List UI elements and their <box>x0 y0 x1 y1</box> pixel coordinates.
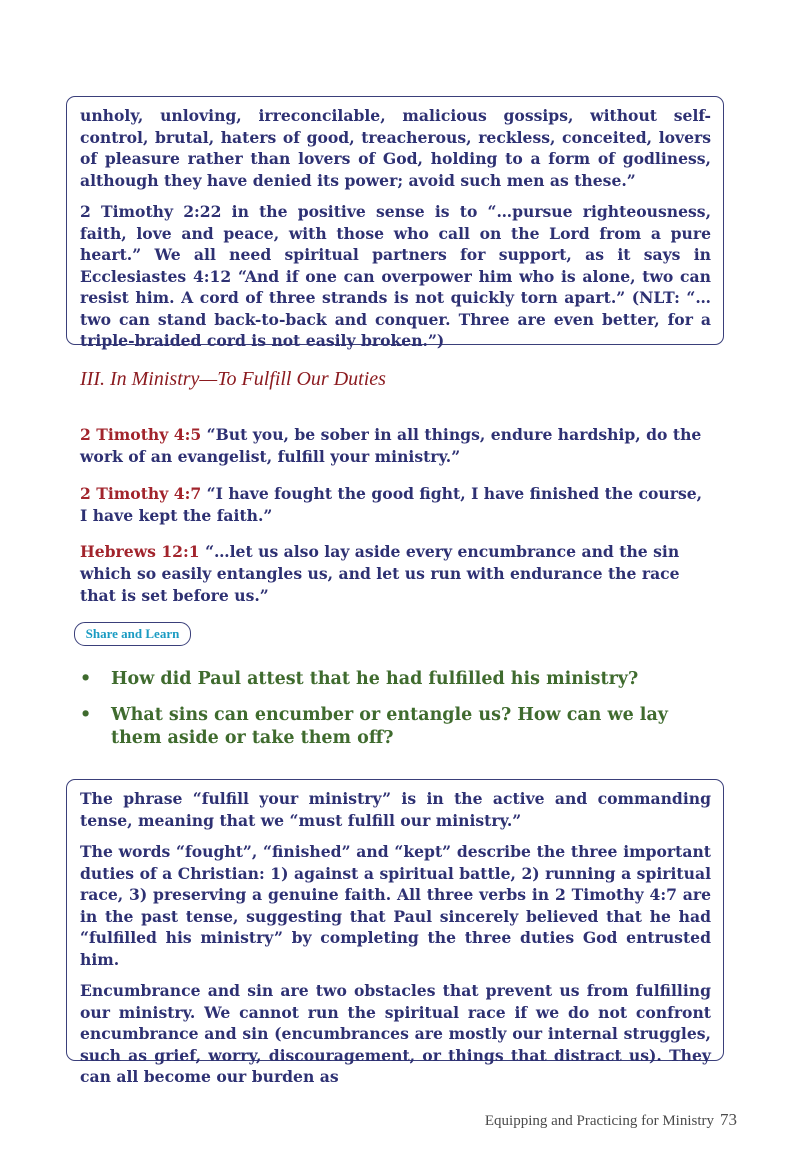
verse-reference: Hebrews 12:1 <box>80 542 200 561</box>
box-paragraph: unholy, unloving, irreconcilable, malicious gossips, without self-control, brutal, haters of good, treacherous, reckless, conceited, lovers of pleasure rather than lovers of God, holding to a form of godliness, although they have denied its power; avoid such men as these.” <box>80 106 711 190</box>
verse-text: “But you, be sober in all things, endure hardship, do the work of an evangelist, fulfill your ministry.” <box>80 425 702 466</box>
verse-paragraph <box>80 424 714 468</box>
verse-reference: 2 Timothy 4:5 <box>80 425 202 444</box>
verse-text: “…let us also lay aside every encumbrance and the sin which so easily entangles us, and let us run with endurance the race that is set before us.” <box>80 542 680 605</box>
verse-paragraph <box>80 541 714 607</box>
verse-paragraph <box>80 483 714 527</box>
share-and-learn-badge: Share and Learn <box>74 622 191 646</box>
discussion-questions <box>80 668 720 763</box>
commentary-box-bottom <box>66 779 724 1086</box>
section-heading: III. In Ministry—To Fulfill Our Duties <box>80 368 386 390</box>
page-number: 73 <box>720 1110 737 1129</box>
bullet-icon: • <box>80 669 92 689</box>
page-footer <box>485 1110 737 1130</box>
question-item <box>80 704 720 750</box>
box-paragraph: 2 Timothy 2:22 in the positive sense is to “…pursue righteousness, faith, love and peace, with those who call on the Lord from a pure heart.” We all need spiritual partners for support, as it says in Ecclesiastes 4:12 “And if one can overpower him who is alone, two can resist him. A cord of three strands is not quickly torn apart.” (NLT: “…two can stand back-to-back and conquer. Three are even better, for a triple-braided cord is not easily broken.”) <box>80 202 711 350</box>
commentary-box-top <box>66 96 724 350</box>
question-text: What sins can encumber or entangle us? How can we lay them aside or take them off? <box>111 705 668 748</box>
bullet-icon: • <box>80 705 92 725</box>
box-paragraph: The phrase “fulfill your ministry” is in the active and commanding tense, meaning that we “must fulfill our ministry.” <box>80 789 711 830</box>
footer-title: Equipping and Practicing for Ministry <box>484 1113 714 1129</box>
verse-reference: 2 Timothy 4:7 <box>80 484 202 503</box>
verse-text: “I have fought the good fight, I have finished the course, I have kept the faith.” <box>80 484 703 525</box>
box-paragraph: The words “fought”, “finished” and “kept” describe the three important duties of a Christian: 1) against a spiritual battle, 2) running a spiritual race, 3) preserving a genuine faith. All three verbs in 2 Timothy 4:7 are in the past tense, suggesting that Paul sincerely believed that he had “fulfilled his ministry” by completing the three duties God entrusted him. <box>80 842 711 969</box>
box-paragraph: Encumbrance and sin are two obstacles that prevent us from fulfilling our ministry. We cannot run the spiritual race if we do not confront encumbrance and sin (encumbrances are mostly our internal struggles, such as grief, worry, discouragement, or things that distract us). They can all become our burden as <box>80 981 711 1086</box>
question-item <box>80 668 720 691</box>
question-text: How did Paul attest that he had fulfilled his ministry? <box>111 669 639 689</box>
